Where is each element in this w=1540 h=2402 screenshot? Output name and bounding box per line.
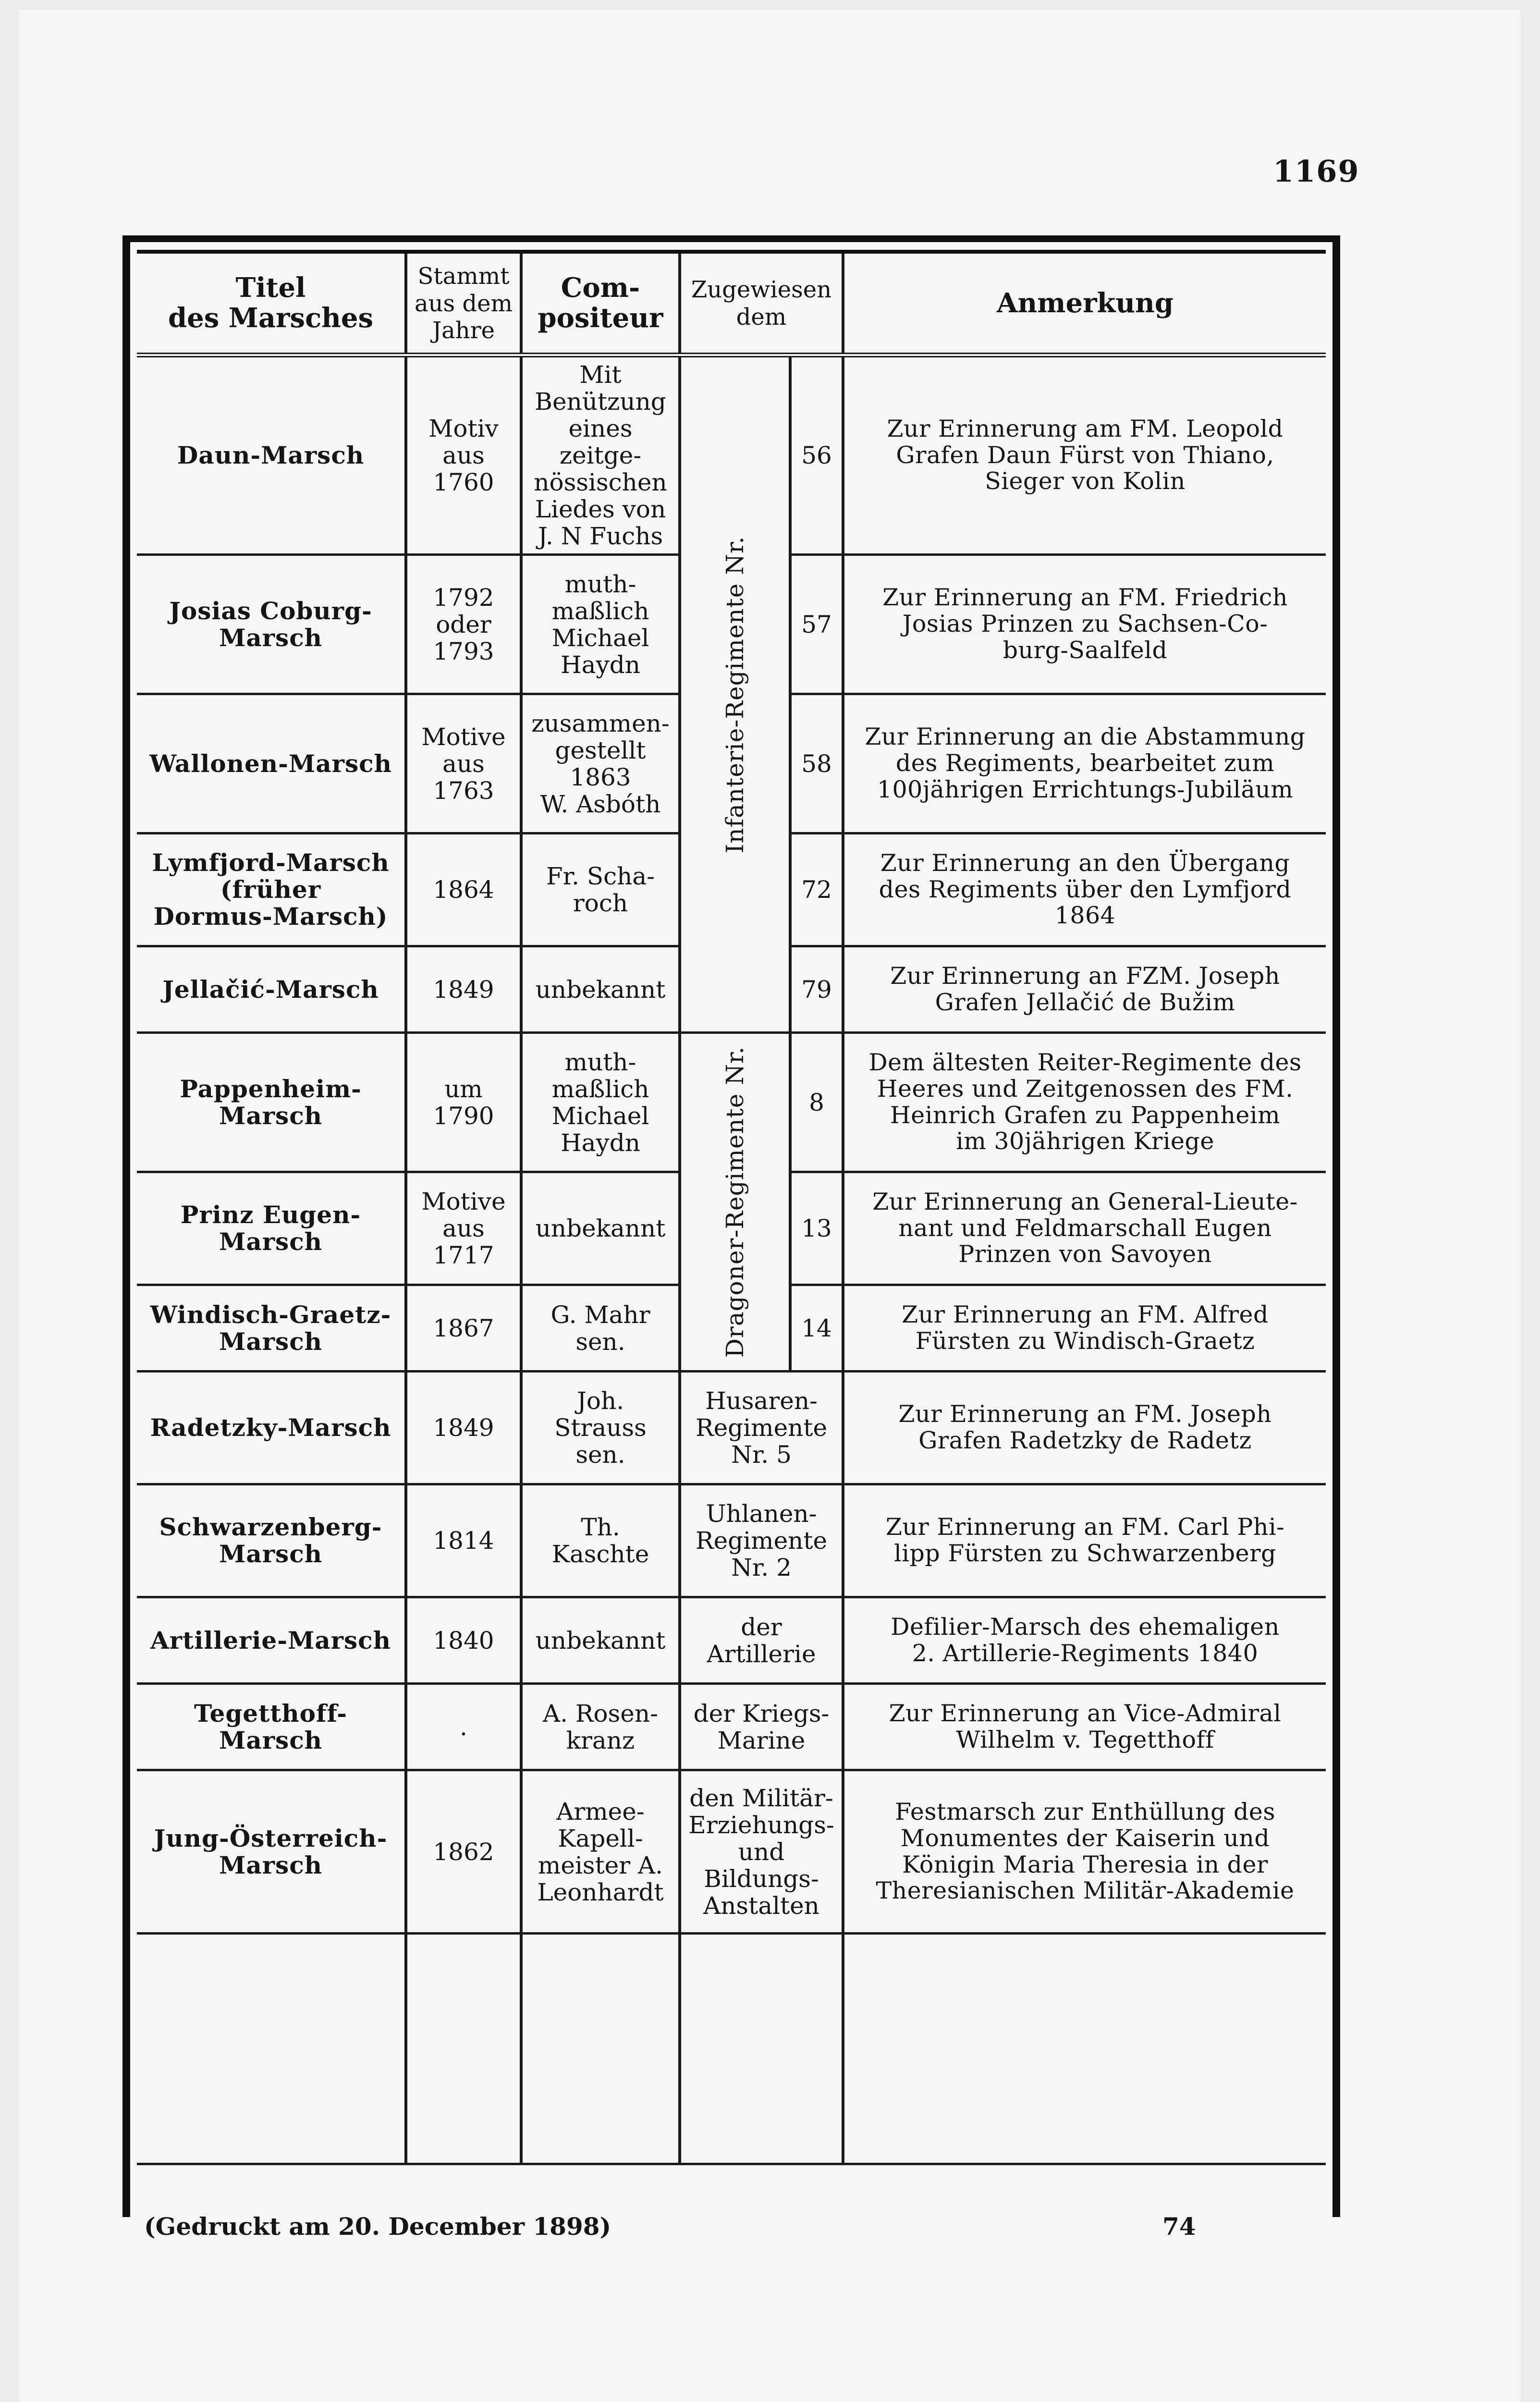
march-year: Motiv aus 1760 — [406, 355, 521, 555]
march-composer: A. Rosen- kranz — [521, 1684, 680, 1770]
header-title: Titel des Marsches — [137, 254, 406, 355]
regiment-number: 8 — [790, 1033, 843, 1172]
march-title: Prinz Eugen- Marsch — [137, 1172, 406, 1285]
table-row — [137, 1684, 1326, 1770]
march-note: Zur Erinnerung an FZM. Joseph Grafen Jellačić de Bužim — [843, 946, 1326, 1033]
regiment-number: 58 — [790, 694, 843, 833]
march-composer: Th. Kaschte — [521, 1484, 680, 1597]
march-title: Artillerie-Marsch — [137, 1597, 406, 1684]
regiment-number: 72 — [790, 833, 843, 946]
march-composer: Joh. Strauss sen. — [521, 1372, 680, 1484]
march-composer: Armee- Kapell- meister A. Leonhardt — [521, 1770, 680, 1934]
march-note: Zur Erinnerung an die Abstammung des Regiments, bearbeitet zum 100jährigen Errichtungs-Jubiläum — [843, 694, 1326, 833]
march-year: 1864 — [406, 833, 521, 946]
march-year: 1849 — [406, 1372, 521, 1484]
march-year: 1867 — [406, 1285, 521, 1372]
assigned-unit: der Artillerie — [680, 1597, 843, 1684]
assigned-unit: Uhlanen- Regimente Nr. 2 — [680, 1484, 843, 1597]
regiment-number: 14 — [790, 1285, 843, 1372]
header-row — [137, 254, 1326, 355]
table-row — [137, 355, 1326, 555]
regiment-number: 56 — [790, 355, 843, 555]
march-title: Windisch-Graetz- Marsch — [137, 1285, 406, 1372]
march-note: Dem ältesten Reiter-Regimente des Heeres und Zeitgenossen des FM. Heinrich Grafen zu Pappenheim im 30jährigen Kriege — [843, 1033, 1326, 1172]
march-year: . — [406, 1684, 521, 1770]
empty-row — [137, 1934, 1326, 2164]
march-note: Zur Erinnerung an Vice-Admiral Wilhelm v. Tegetthoff — [843, 1684, 1326, 1770]
marches-table — [137, 254, 1326, 2165]
table-row — [137, 1372, 1326, 1484]
march-year: Motive aus 1717 — [406, 1172, 521, 1285]
march-composer: zusammen- gestellt 1863 W. Asbóth — [521, 694, 680, 833]
march-year: 1849 — [406, 946, 521, 1033]
march-note: Defilier-Marsch des ehemaligen 2. Artillerie-Regiments 1840 — [843, 1597, 1326, 1684]
header-note: Anmerkung — [843, 254, 1326, 355]
infantry-group-label: Infanterie-Regimente Nr. — [680, 355, 790, 1033]
march-title: Lymfjord-Marsch (früher Dormus-Marsch) — [137, 833, 406, 946]
march-note: Zur Erinnerung an den Übergang des Regiments über den Lymfjord 1864 — [843, 833, 1326, 946]
march-title: Tegetthoff-Marsch — [137, 1684, 406, 1770]
header-year: Stammt aus dem Jahre — [406, 254, 521, 355]
march-composer: Fr. Scha- roch — [521, 833, 680, 946]
march-composer: G. Mahr sen. — [521, 1285, 680, 1372]
table-row — [137, 1033, 1326, 1172]
march-title: Josias Coburg- Marsch — [137, 555, 406, 694]
march-note: Zur Erinnerung an General-Lieute- nant und Feldmarschall Eugen Prinzen von Savoyen — [843, 1172, 1326, 1285]
march-composer: muth- maßlich Michael Haydn — [521, 1033, 680, 1172]
march-title: Radetzky-Marsch — [137, 1372, 406, 1484]
header-assigned: Zugewiesen dem — [680, 254, 843, 355]
march-composer: unbekannt — [521, 1172, 680, 1285]
march-year: 1814 — [406, 1484, 521, 1597]
march-note: Zur Erinnerung an FM. Friedrich Josias Prinzen zu Sachsen-Co- burg-Saalfeld — [843, 555, 1326, 694]
march-composer: unbekannt — [521, 946, 680, 1033]
march-note: Zur Erinnerung an FM. Carl Phi- lipp Fürsten zu Schwarzenberg — [843, 1484, 1326, 1597]
table-row — [137, 1597, 1326, 1684]
assigned-unit: Husaren- Regimente Nr. 5 — [680, 1372, 843, 1484]
regiment-number: 79 — [790, 946, 843, 1033]
march-title: Jellačić-Marsch — [137, 946, 406, 1033]
march-title: Pappenheim- Marsch — [137, 1033, 406, 1172]
march-title: Schwarzenberg- Marsch — [137, 1484, 406, 1597]
march-title: Jung-Österreich- Marsch — [137, 1770, 406, 1934]
sheet-number: 74 — [1162, 2212, 1196, 2241]
table-row — [137, 1484, 1326, 1597]
table-row — [137, 1770, 1326, 1934]
march-year: 1792 oder 1793 — [406, 555, 521, 694]
march-title: Wallonen-Marsch — [137, 694, 406, 833]
march-note: Festmarsch zur Enthüllung des Monumentes der Kaiserin und Königin Maria Theresia in der Theresianischen Militär-Akademie — [843, 1770, 1326, 1934]
regiment-number: 13 — [790, 1172, 843, 1285]
dragoon-group-label: Dragoner-Regimente Nr. — [680, 1033, 790, 1372]
march-year: Motive aus 1763 — [406, 694, 521, 833]
march-title: Daun-Marsch — [137, 355, 406, 555]
march-composer: Mit Benützung eines zeitge- nössischen Liedes von J. N Fuchs — [521, 355, 680, 555]
assigned-unit: der Kriegs- Marine — [680, 1684, 843, 1770]
march-note: Zur Erinnerung an FM. Alfred Fürsten zu Windisch-Graetz — [843, 1285, 1326, 1372]
march-year: um 1790 — [406, 1033, 521, 1172]
header-composer: Com- positeur — [521, 254, 680, 355]
march-year: 1840 — [406, 1597, 521, 1684]
table-top-rule — [137, 250, 1326, 254]
march-note: Zur Erinnerung am FM. Leopold Grafen Daun Fürst von Thiano, Sieger von Kolin — [843, 355, 1326, 555]
march-composer: unbekannt — [521, 1597, 680, 1684]
march-year: 1862 — [406, 1770, 521, 1934]
march-note: Zur Erinnerung an FM. Joseph Grafen Radetzky de Radetz — [843, 1372, 1326, 1484]
regiment-number: 57 — [790, 555, 843, 694]
printed-date-note: (Gedruckt am 20. December 1898) — [144, 2212, 611, 2241]
assigned-unit: den Militär- Erziehungs- und Bildungs- Anstalten — [680, 1770, 843, 1934]
march-composer: muth- maßlich Michael Haydn — [521, 555, 680, 694]
page-number: 1169 — [1273, 154, 1360, 189]
